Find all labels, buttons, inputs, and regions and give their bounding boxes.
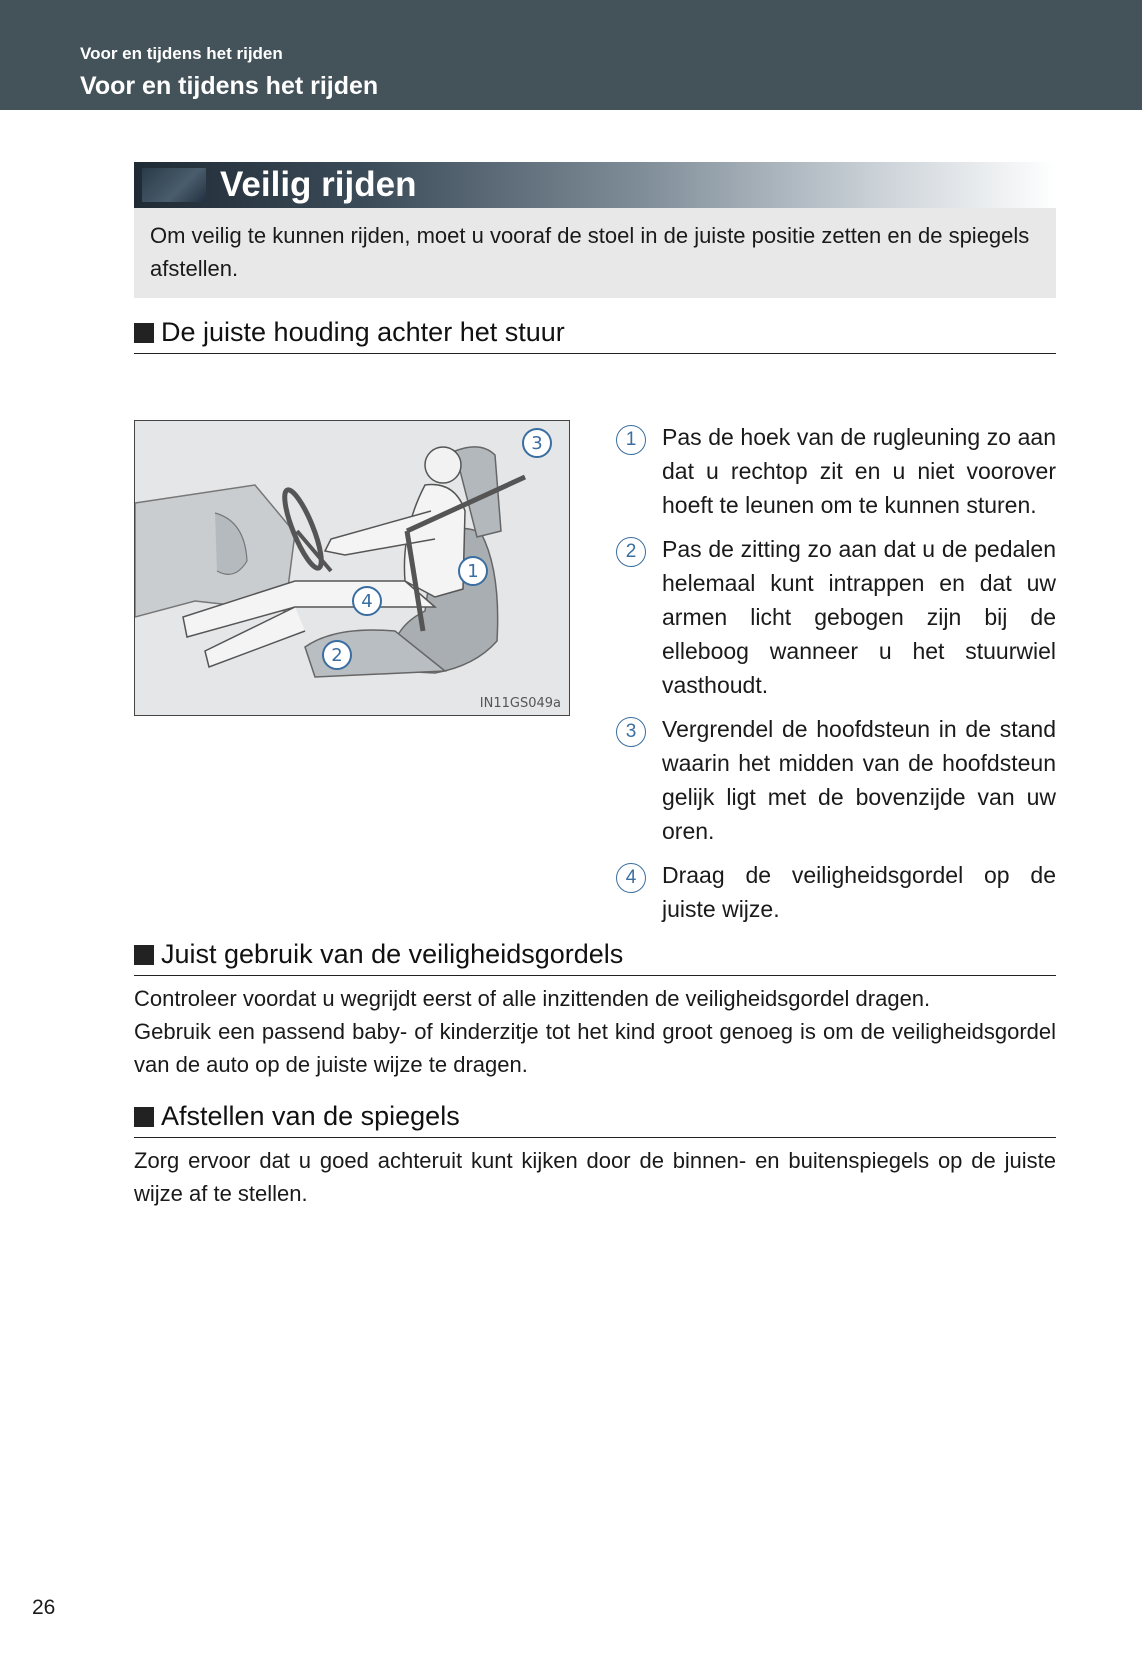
- svg-text:2: 2: [331, 645, 343, 666]
- title-decoration: [142, 168, 206, 202]
- square-bullet-icon: [134, 1107, 154, 1127]
- header-title: Voor en tijdens het rijden: [80, 72, 379, 100]
- mirror-paragraph: [134, 1144, 1056, 1210]
- step-item: [616, 712, 1056, 848]
- section-heading-seatbelts: [134, 936, 1056, 976]
- step-text: Vergrendel de hoofdsteun in de stand waarin het midden van de hoofdsteun gelijk ligt met de bovenzijde van uw oren.: [662, 716, 1056, 844]
- mirror-text: Zorg ervoor dat u goed achteruit kunt kijken door de binnen- en buitenspiegels op de juiste wijze af te stellen.: [134, 1148, 1056, 1206]
- step-number-icon: 2: [616, 537, 646, 567]
- svg-text:4: 4: [361, 591, 373, 612]
- square-bullet-icon: [134, 323, 154, 343]
- step-item: [616, 420, 1056, 522]
- seatbelt-line-2: Gebruik een passend baby- of kinderzitje tot het kind groot genoeg is om de veiligheidsgordel van de auto op de juiste wijze te dragen.: [134, 1019, 1056, 1077]
- step-text: Pas de zitting zo aan dat u de pedalen helemaal kunt intrappen en dat uw armen licht gebogen zijn bij de elleboog wanneer u het stuurwiel vasthoudt.: [662, 536, 1056, 698]
- section-heading-text: Afstellen van de spiegels: [161, 1101, 460, 1131]
- step-number-icon: 1: [616, 425, 646, 455]
- page-header: [0, 0, 1142, 110]
- seatbelt-line-1: Controleer voordat u wegrijdt eerst of alle inzittenden de veiligheidsgordel dragen.: [134, 986, 931, 1011]
- page-title: Veilig rijden: [220, 165, 417, 204]
- step-number-icon: 3: [616, 717, 646, 747]
- square-bullet-icon: [134, 945, 154, 965]
- section-heading-posture: [134, 314, 1056, 354]
- section-heading-text: Juist gebruik van de veiligheidsgordels: [161, 939, 624, 969]
- svg-text:1: 1: [467, 561, 479, 582]
- step-text: Draag de veiligheidsgordel op de juiste wijze.: [662, 862, 1056, 922]
- step-item: [616, 858, 1056, 926]
- driver-seat-drawing: [135, 421, 570, 716]
- intro-box: [134, 208, 1056, 298]
- posture-steps: [616, 420, 1056, 936]
- step-number-icon: 4: [616, 863, 646, 893]
- seatbelt-paragraph: [134, 982, 1056, 1081]
- section-title-bar: [134, 162, 1056, 208]
- page-number: 26: [32, 1596, 56, 1619]
- section-heading-mirrors: [134, 1098, 1056, 1138]
- section-heading-text: De juiste houding achter het stuur: [161, 317, 565, 347]
- header-subtitle: Voor en tijdens het rijden: [80, 44, 283, 63]
- step-item: [616, 532, 1056, 702]
- intro-text: Om veilig te kunnen rijden, moet u vooraf de stoel in de juiste positie zetten en de spiegels afstellen.: [150, 223, 1030, 281]
- step-text: Pas de hoek van de rugleuning zo aan dat u rechtop zit en u niet voorover hoeft te leunen om te kunnen sturen.: [662, 424, 1056, 518]
- image-code: IN11GS049a: [479, 696, 561, 711]
- driving-posture-illustration: [134, 420, 570, 716]
- svg-text:3: 3: [531, 433, 543, 454]
